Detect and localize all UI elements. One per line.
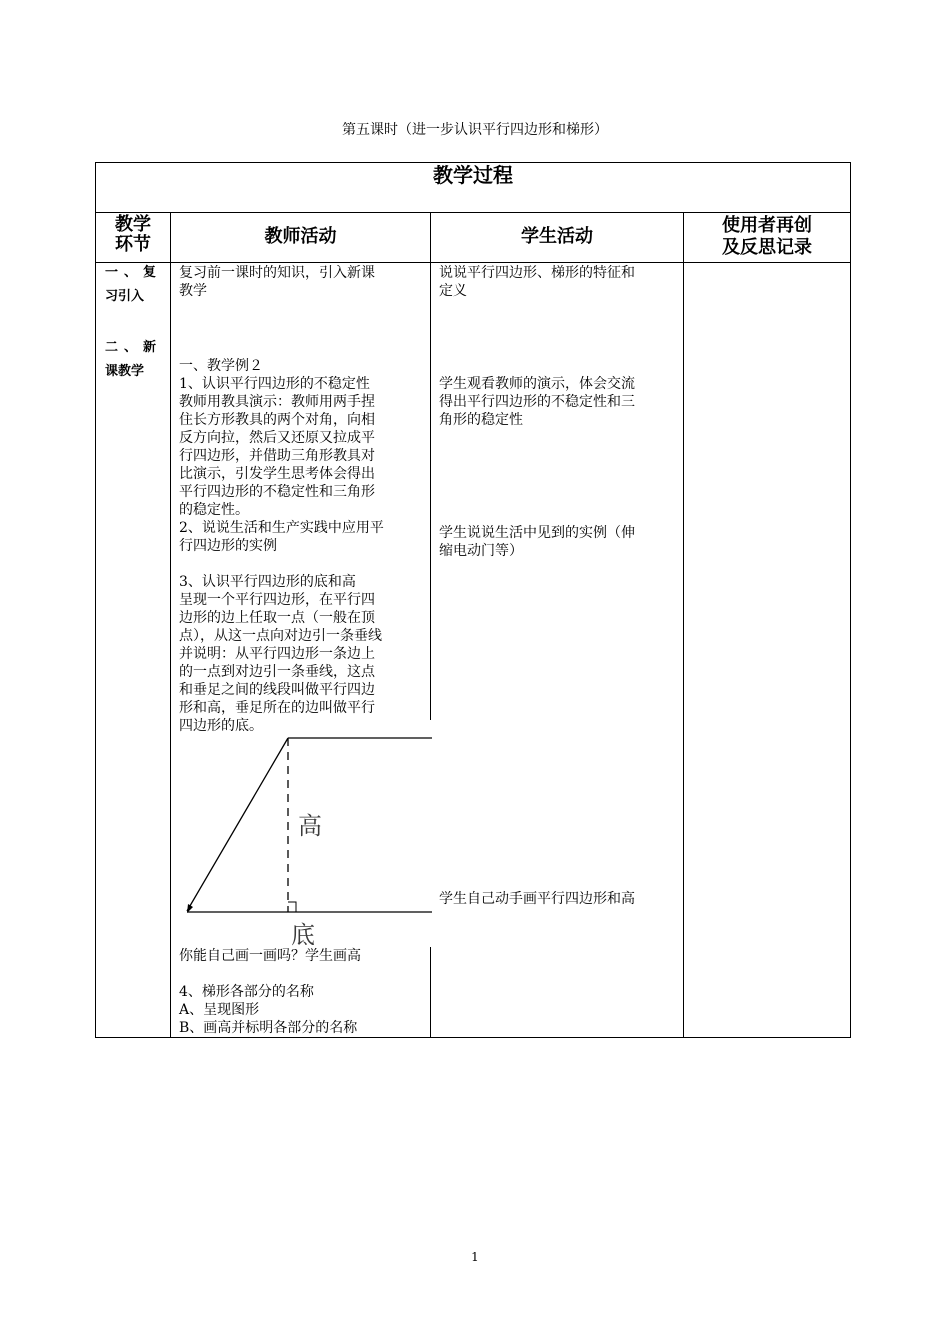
parallelogram-height-figure: [176, 723, 436, 953]
stage-review: 一、复 习引入: [105, 265, 163, 304]
height-label: 高: [298, 812, 322, 840]
right-angle-mark: [288, 902, 296, 912]
colheader-divider: [96, 262, 850, 263]
student-activity-2: 学生观看教师的演示，体会交流 得出平行四边形的不稳定性和三 角形的稳定性: [439, 376, 635, 428]
page-number: 1: [471, 1250, 479, 1264]
student-activity-1: 说说平行四边形、梯形的特征和 定义: [439, 265, 635, 299]
col-line-1: [170, 212, 171, 1038]
col-header-student: 学生活动: [521, 226, 593, 247]
teacher-activity: [179, 264, 427, 735]
teacher-activity-lower: [179, 947, 427, 1037]
teaching-process-table: [95, 162, 851, 1038]
col-line-3: [683, 212, 684, 1038]
stage-new-lesson: 二、新 课教学: [105, 340, 163, 379]
teacher-item-1: 1、认识平行四边形的不稳定性 教师用教具演示：教师用两手捏 住长方形教具的两个对角，向相 反方向拉，然后又还原又拉成平 行四边形，并借助三角形教具对 比演示，引发学生思考体会得出 平行四边形的不稳定性和三角形 的稳定性。: [179, 376, 375, 518]
draw-question: 你能自己画一画吗？学生画高: [179, 948, 361, 964]
teacher-item-3: 3、认识平行四边形的底和高 呈现一个平行四边形，在平行四 边形的边上任取一点（一般在顶 点），从这一点向对边引一条垂线 并说明：从平行四边形一条边上 的一点到对边引一条垂线，这点 和垂足之间的线段叫做平行四边 形和高，垂足所在的边叫做平行 四边形的底。: [179, 574, 382, 734]
student-activity-3: 学生说说生活中见到的实例（伸 缩电动门等）: [439, 525, 635, 559]
document-title: 第五课时（进一步认识平行四边形和梯形）: [342, 122, 608, 138]
teacher-item-4: 4、梯形各部分的名称 A、呈现图形 B、画高并标明各部分的名称: [179, 984, 358, 1036]
table-main-header: 教学过程: [433, 163, 513, 187]
student-activity-4: 学生自己动手画平行四边形和高: [439, 891, 635, 907]
teacher-review: 复习前一课时的知识，引入新课 教学: [179, 265, 375, 299]
header-divider: [96, 212, 850, 213]
col-line-2-upper: [430, 212, 431, 720]
base-label: 底: [291, 921, 315, 949]
teacher-item-2: 2、说说生活和生产实践中应用平 行四边形的实例: [179, 520, 384, 554]
col-line-2-lower: [430, 947, 431, 1038]
col-header-notes: 使用者再创 及反思记录: [722, 215, 812, 258]
col-header-stage: 教学 环节: [115, 214, 151, 255]
col-header-teacher: 教师活动: [264, 226, 337, 247]
figure-slanted-edge: [187, 738, 288, 911]
teacher-example-title: 一、教学例２: [179, 358, 263, 374]
